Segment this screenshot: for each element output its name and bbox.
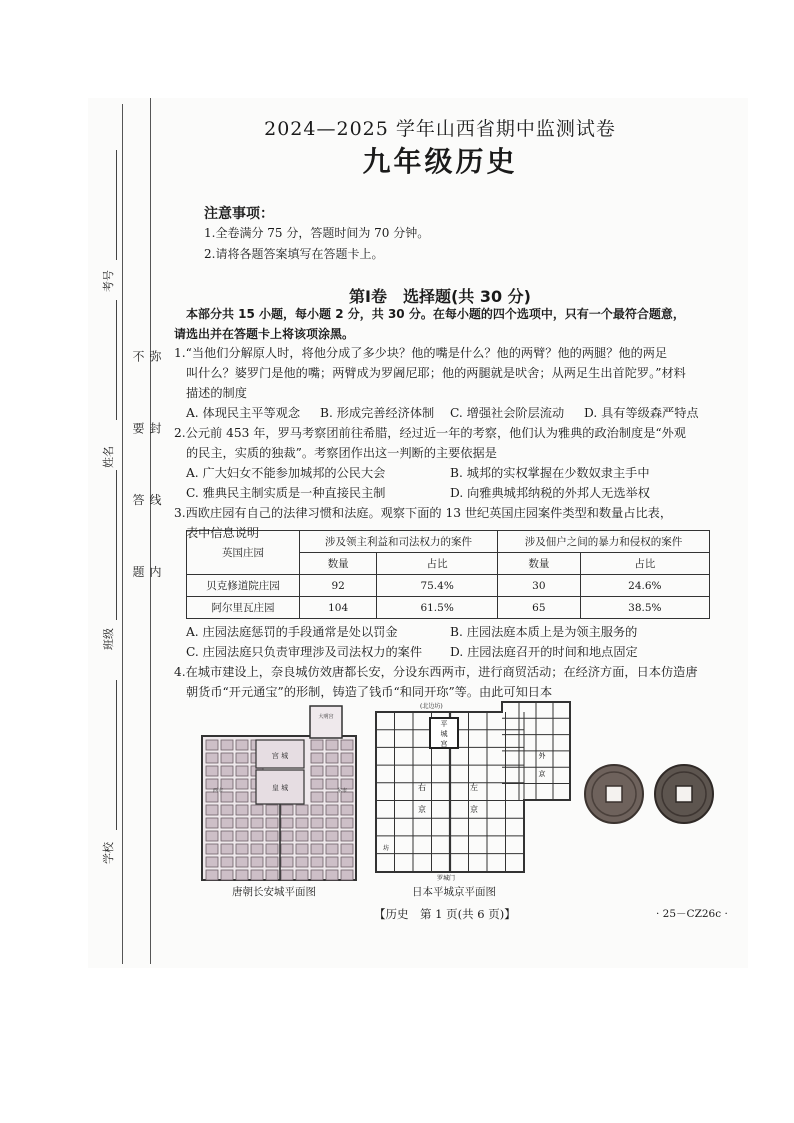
ward-block [221, 870, 233, 880]
notice-item: 2.请将各题答案填写在答题卡上。 [204, 247, 384, 261]
ward-block [326, 753, 338, 763]
ward-block [341, 870, 353, 880]
heijo-caption: 日本平城京平面图 [412, 886, 496, 898]
ward-block [206, 766, 218, 776]
ward-block [266, 857, 278, 867]
gongcheng-label: 宫 城 [271, 752, 289, 760]
q3-stem: 表中信息说明 [186, 526, 260, 540]
q3-option-c: C. 庄园法庭只负责审理涉及司法权力的案件 [186, 645, 423, 659]
q1-stem: 1.“当他们分解原人时，将他分成了多少块？他的嘴是什么？他的两臂？他的两腿？他的两足 [174, 346, 668, 360]
ward-block [251, 870, 263, 880]
table-cell: 92 [300, 575, 377, 597]
ward-block [251, 831, 263, 841]
cheng-label: 城 [440, 730, 448, 738]
ward-block [341, 805, 353, 815]
ward-block [206, 857, 218, 867]
table-cell: 24.6% [580, 575, 709, 597]
ping-label: 平 [440, 720, 448, 728]
ward-block [341, 740, 353, 750]
binding-line-outer [122, 104, 123, 964]
manor-case-table [186, 530, 710, 619]
ward-block [266, 870, 278, 880]
q2-stem: 的民主，实质的独裁”。考察团作出这一判断的主要依据是 [186, 446, 497, 460]
waijing-label: 京 [538, 770, 546, 778]
table-cell: 65 [497, 597, 580, 619]
exam-title: 2024—2025 学年山西省期中监测试卷 [264, 118, 616, 140]
wai-label: 外 [538, 752, 546, 760]
ward-block [311, 870, 323, 880]
ward-block [221, 831, 233, 841]
ward-block [236, 753, 248, 763]
ward-block [236, 779, 248, 789]
dongshi-label: 东市 [336, 788, 348, 794]
ward-block [251, 844, 263, 854]
ward-block [236, 792, 248, 802]
ward-block [296, 831, 308, 841]
ward-block [296, 870, 308, 880]
ward-block [281, 857, 293, 867]
ward-block [311, 766, 323, 776]
coins-image [582, 760, 718, 828]
table-cell: 75.4% [377, 575, 498, 597]
ward-block [206, 870, 218, 880]
ward-block [341, 753, 353, 763]
table-cell: 阿尔里瓦庄园 [187, 597, 300, 619]
ward-block [206, 831, 218, 841]
ward-block [236, 818, 248, 828]
table-subheader: 数量 [497, 553, 580, 575]
q2-option-a: A. 广大妇女不能参加城邦的公民大会 [186, 466, 386, 480]
q2-option-b: B. 城邦的实权掌握在少数奴隶主手中 [450, 466, 650, 480]
ward-block [311, 805, 323, 815]
notice-heading: 注意事项： [204, 206, 274, 222]
xishi-label: 西市 [212, 788, 224, 794]
table-header: 涉及佃户之间的暴力和侵权的案件 [497, 531, 709, 553]
fang-label: 坊 [382, 845, 390, 852]
table-cell: 贝克修道院庄园 [187, 575, 300, 597]
ward-block [311, 818, 323, 828]
q1-stem: 叫什么？婆罗门是他的嘴；两臂成为罗阇尼耶；他的两腿就是吠舍；从两足生出首陀罗。”材料 [186, 366, 686, 380]
q1-option-d: D. 具有等级森严特点 [584, 406, 699, 420]
section-title: 第Ⅰ卷 选择题(共 30 分) [349, 287, 531, 306]
kaohao-blank [116, 150, 117, 260]
ward-block [236, 870, 248, 880]
ward-block [221, 766, 233, 776]
ward-block [311, 779, 323, 789]
ward-block [221, 844, 233, 854]
ward-block [281, 818, 293, 828]
ward-block [236, 844, 248, 854]
ward-block [311, 844, 323, 854]
luocheng-label: 罗城门 [436, 875, 456, 882]
ward-block [326, 818, 338, 828]
ward-block [236, 740, 248, 750]
ward-block [266, 831, 278, 841]
q3-option-d: D. 庄园法庭召开的时间和地点固定 [450, 645, 638, 659]
ward-block [236, 766, 248, 776]
huangcheng-label: 皇 城 [271, 784, 289, 792]
ward-block [251, 805, 263, 815]
changan-map [200, 700, 360, 882]
ward-block [311, 792, 323, 802]
ward-block [221, 740, 233, 750]
zuo-jing-label: 京 [470, 805, 478, 814]
ward-block [296, 844, 308, 854]
ward-block [311, 831, 323, 841]
heijo-map [374, 700, 574, 882]
q4-stem: 朝货币“开元通宝”的形制，铸造了钱币“和同开珎”等。由此可知日本 [186, 685, 553, 699]
section-instructions: 请选出并在答题卡上将该项涂黑。 [174, 327, 355, 341]
table-cell: 38.5% [580, 597, 709, 619]
table-subheader: 数量 [300, 553, 377, 575]
ward-block [341, 844, 353, 854]
ward-block [326, 766, 338, 776]
you-label: 右 [418, 783, 426, 792]
ward-block [206, 805, 218, 815]
q3-stem: 3.西欧庄园有自己的法律习惯和法庭。观察下面的 13 世纪英国庄园案件类型和数量占比表， [174, 506, 673, 520]
table-row [187, 597, 710, 619]
ward-block [341, 818, 353, 828]
ward-block [296, 818, 308, 828]
ward-block [251, 857, 263, 867]
ward-block [251, 818, 263, 828]
ward-block [221, 818, 233, 828]
ward-block [341, 766, 353, 776]
q1-option-a: A. 体现民主平等观念 [186, 406, 301, 420]
ward-block [236, 831, 248, 841]
gong-label: 宫 [440, 740, 448, 748]
table-cell: 61.5% [377, 597, 498, 619]
ward-block [296, 805, 308, 815]
table-header: 涉及领主利益和司法权力的案件 [300, 531, 498, 553]
ward-block [296, 857, 308, 867]
q3-option-a: A. 庄园法庭惩罚的手段通常是处以罚金 [186, 625, 398, 639]
table-cell: 104 [300, 597, 377, 619]
kaohao-label: 考号 [102, 270, 115, 292]
ward-block [206, 818, 218, 828]
q2-stem: 2.公元前 453 年，罗马考察团前往希腊，经过近一年的考察，他们认为雅典的政治制度是“外观 [174, 426, 686, 440]
banji-label: 班级 [102, 628, 115, 650]
xuexiao-blank [116, 680, 117, 830]
section-instructions: 本部分共 15 小题，每小题 2 分，共 30 分。在每小题的四个选项中，只有一个最符合题意， [186, 307, 685, 321]
xuexiao-label: 学校 [102, 842, 115, 864]
q3-option-b: B. 庄园法庭本质上是为领主服务的 [450, 625, 638, 639]
q1-option-c: C. 增强社会阶层流动 [450, 406, 565, 420]
ward-block [221, 857, 233, 867]
ward-block [326, 844, 338, 854]
ward-block [266, 844, 278, 854]
ward-block [206, 753, 218, 763]
table-subheader: 占比 [377, 553, 498, 575]
xingming-label: 姓名 [102, 446, 115, 468]
ward-block [206, 740, 218, 750]
ward-block [326, 857, 338, 867]
ward-block [221, 805, 233, 815]
ward-block [281, 831, 293, 841]
table-row [187, 575, 710, 597]
table-subheader: 占比 [580, 553, 709, 575]
subject-title: 九年级历史 [362, 145, 518, 178]
ward-block [311, 753, 323, 763]
ward-block [236, 805, 248, 815]
ward-block [341, 857, 353, 867]
page-code: · 25－CZ26c · [656, 908, 728, 920]
table-cell: 30 [497, 575, 580, 597]
daminggong-label: 大明宫 [318, 714, 334, 720]
notice-item: 1.全卷满分 75 分，答题时间为 70 分钟。 [204, 226, 430, 240]
ward-block [326, 740, 338, 750]
ward-block [221, 753, 233, 763]
ward-block [266, 805, 278, 815]
ward-block [266, 818, 278, 828]
table-header: 英国庄园 [187, 531, 300, 575]
xingming-blank [116, 300, 117, 420]
you-jing-label: 京 [418, 805, 426, 814]
ward-block [341, 831, 353, 841]
ward-block [326, 805, 338, 815]
q2-option-c: C. 雅典民主制实质是一种直接民主制 [186, 486, 386, 500]
zuo-label: 左 [470, 783, 478, 792]
q4-stem: 4.在城市建设上，奈良城仿效唐都长安，分设东西两市，进行商贸活动；在经济方面，日本仿造唐 [174, 665, 698, 679]
banji-blank [116, 470, 117, 620]
page-footer: 【历史 第 1 页(共 6 页)】 [374, 907, 516, 921]
ward-block [326, 870, 338, 880]
ward-block [326, 831, 338, 841]
ward-block [311, 857, 323, 867]
q1-stem: 描述的制度 [186, 386, 247, 400]
changan-caption: 唐朝长安城平面图 [232, 886, 316, 898]
ward-block [281, 870, 293, 880]
beibian-label: (北边坊) [420, 703, 443, 710]
q2-option-d: D. 向雅典城邦纳税的外邦人无选举权 [450, 486, 650, 500]
ward-block [206, 844, 218, 854]
ward-block [236, 857, 248, 867]
q1-option-b: B. 形成完善经济体制 [320, 406, 435, 420]
ward-block [281, 805, 293, 815]
seal-text: 弥 封 线 内 不 要 答 题 [131, 350, 162, 606]
ward-block [311, 740, 323, 750]
ward-block [281, 844, 293, 854]
